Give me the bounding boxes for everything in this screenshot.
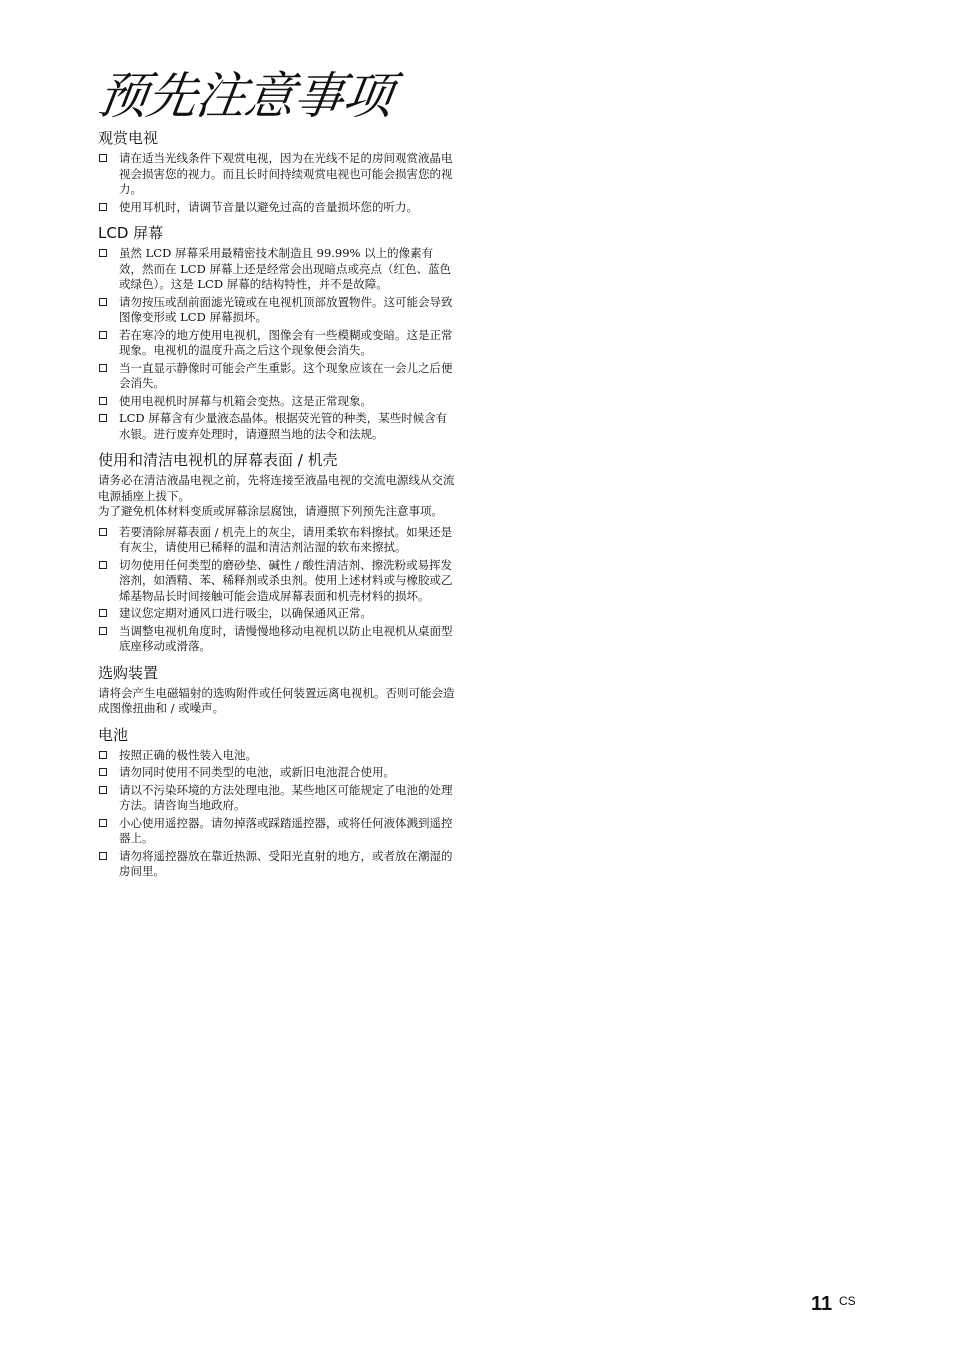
list-item-text: 建议您定期对通风口进行吸尘，以确保通风正常。 <box>119 606 372 620</box>
checkbox-bullet-icon <box>99 819 107 827</box>
checkbox-bullet-icon <box>99 627 107 635</box>
list-item <box>98 849 456 880</box>
list-item-text: 当一直显示静像时可能会产生重影。这个现象应该在一会儿之后便会消失。 <box>119 360 453 390</box>
bullet-list <box>98 525 456 655</box>
paragraph: 请将会产生电磁辐射的选购附件或任何装置远离电视机。否则可能会造成图像扭曲和 / 或噪声。 <box>98 685 455 715</box>
checkbox-bullet-icon <box>99 786 107 794</box>
section-lcd-screen <box>98 223 456 442</box>
list-item <box>98 295 456 326</box>
content-column <box>98 128 456 882</box>
list-item-text: 使用耳机时，请调节音量以避免过高的音量损坏您的听力。 <box>119 199 418 214</box>
list-item-text: 当调整电视机角度时，请慢慢地移动电视机以防止电视机从桌面型底座移动或滑落。 <box>119 623 453 653</box>
list-item <box>98 361 456 392</box>
list-item-text: 请勿同时使用不同类型的电池，或新旧电池混合使用。 <box>119 765 395 779</box>
checkbox-bullet-icon <box>99 528 107 536</box>
checkbox-bullet-icon <box>99 364 107 372</box>
list-item <box>98 151 456 198</box>
bullet-list <box>98 151 456 215</box>
checkbox-bullet-icon <box>99 154 107 162</box>
checkbox-bullet-icon <box>99 249 107 257</box>
list-item <box>98 200 456 216</box>
list-item-text: 若要清除屏幕表面 / 机壳上的灰尘，请用柔软布料擦拭。如果还是有灰尘，请使用已稀释的温和清洁剂沾湿的软布来擦拭。 <box>119 524 453 554</box>
section-heading: LCD 屏幕 <box>98 224 164 242</box>
list-item-text: 切勿使用任何类型的磨砂垫、碱性 / 酸性清洁剂、擦洗粉或易挥发溶剂，如酒精、苯、稀释剂或杀虫剂。使用上述材料或与橡胶或乙烯基物品长时间接触可能会造成屏幕表面和机壳材料的损坏。 <box>119 557 453 603</box>
checkbox-bullet-icon <box>99 414 107 422</box>
section-batteries <box>98 725 456 880</box>
list-item <box>98 328 456 359</box>
list-item <box>98 624 456 655</box>
list-item-text: 按照正确的极性装入电池。 <box>119 747 257 762</box>
checkbox-bullet-icon <box>99 609 107 617</box>
list-item-text: 请在适当光线条件下观赏电视，因为在光线不足的房间观赏液晶电视会损害您的视力。而且长时间持续观赏电视也可能会损害您的视力。 <box>119 151 453 196</box>
bullet-list <box>98 748 456 880</box>
page-title: 预先注意事项 <box>93 67 397 125</box>
list-item <box>98 748 456 764</box>
bullet-list <box>98 246 456 442</box>
section-heading: 电池 <box>98 725 129 744</box>
list-item <box>98 525 456 556</box>
checkbox-bullet-icon <box>99 203 107 211</box>
paragraph: 请务必在清洁液晶电视之前，先将连接至液晶电视的交流电源线从交流电源插座上拔下。 <box>98 473 455 503</box>
list-item <box>98 606 456 622</box>
section-heading: 观赏电视 <box>98 129 159 147</box>
list-item-text: 请勿按压或刮前面滤光镜或在电视机顶部放置物件。这可能会导致图像变形或 LCD 屏幕损坏。 <box>119 294 453 324</box>
list-item <box>98 558 456 605</box>
list-item-text: 请勿将遥控器放在靠近热源、受阳光直射的地方，或者放在潮湿的房间里。 <box>119 848 453 878</box>
page-number: 11 <box>811 1293 833 1315</box>
list-item-text: 虽然 LCD 屏幕采用最精密技术制造且 99.99% 以上的像素有效，然而在 LCD 屏幕上还是经常会出现暗点或亮点（红色、蓝色或绿色）。这是 LCD 屏幕的结构特性，并不是故障。 <box>119 246 451 291</box>
checkbox-bullet-icon <box>99 331 107 339</box>
checkbox-bullet-icon <box>99 298 107 306</box>
checkbox-bullet-icon <box>99 852 107 860</box>
checkbox-bullet-icon <box>99 561 107 569</box>
checkbox-bullet-icon <box>99 751 107 759</box>
list-item <box>98 246 456 293</box>
checkbox-bullet-icon <box>99 397 107 405</box>
list-item <box>98 411 456 442</box>
list-item <box>98 783 456 814</box>
section-optional-devices <box>98 663 456 717</box>
list-item-text: 小心使用遥控器。请勿掉落或踩踏遥控器，或将任何液体溅到遥控器上。 <box>119 815 453 845</box>
list-item-text: 请以不污染环境的方法处理电池。某些地区可能规定了电池的处理方法。请咨询当地政府。 <box>119 782 453 812</box>
list-item-text: LCD 屏幕含有少量液态晶体。根据荧光管的种类，某些时候含有水银。进行废弃处理时，请遵照当地的法令和法规。 <box>119 411 448 441</box>
paragraph: 为了避免机体材料变质或屏幕涂层腐蚀，请遵照下列预先注意事项。 <box>98 504 443 518</box>
section-watching-tv <box>98 128 456 215</box>
list-item-text: 若在寒冷的地方使用电视机，图像会有一些模糊或变暗。这是正常现象。电视机的温度升高之后这个现象便会消失。 <box>119 327 453 357</box>
section-cleaning <box>98 450 456 655</box>
checkbox-bullet-icon <box>99 768 107 776</box>
page-number-suffix: CS <box>839 1294 856 1308</box>
list-item <box>98 765 456 781</box>
section-heading: 选购装置 <box>98 663 159 682</box>
list-item-text: 使用电视机时屏幕与机箱会变热。这是正常现象。 <box>119 393 372 408</box>
list-item <box>98 394 456 410</box>
list-item <box>98 816 456 847</box>
section-heading: 使用和清洁电视机的屏幕表面 / 机壳 <box>98 451 338 469</box>
